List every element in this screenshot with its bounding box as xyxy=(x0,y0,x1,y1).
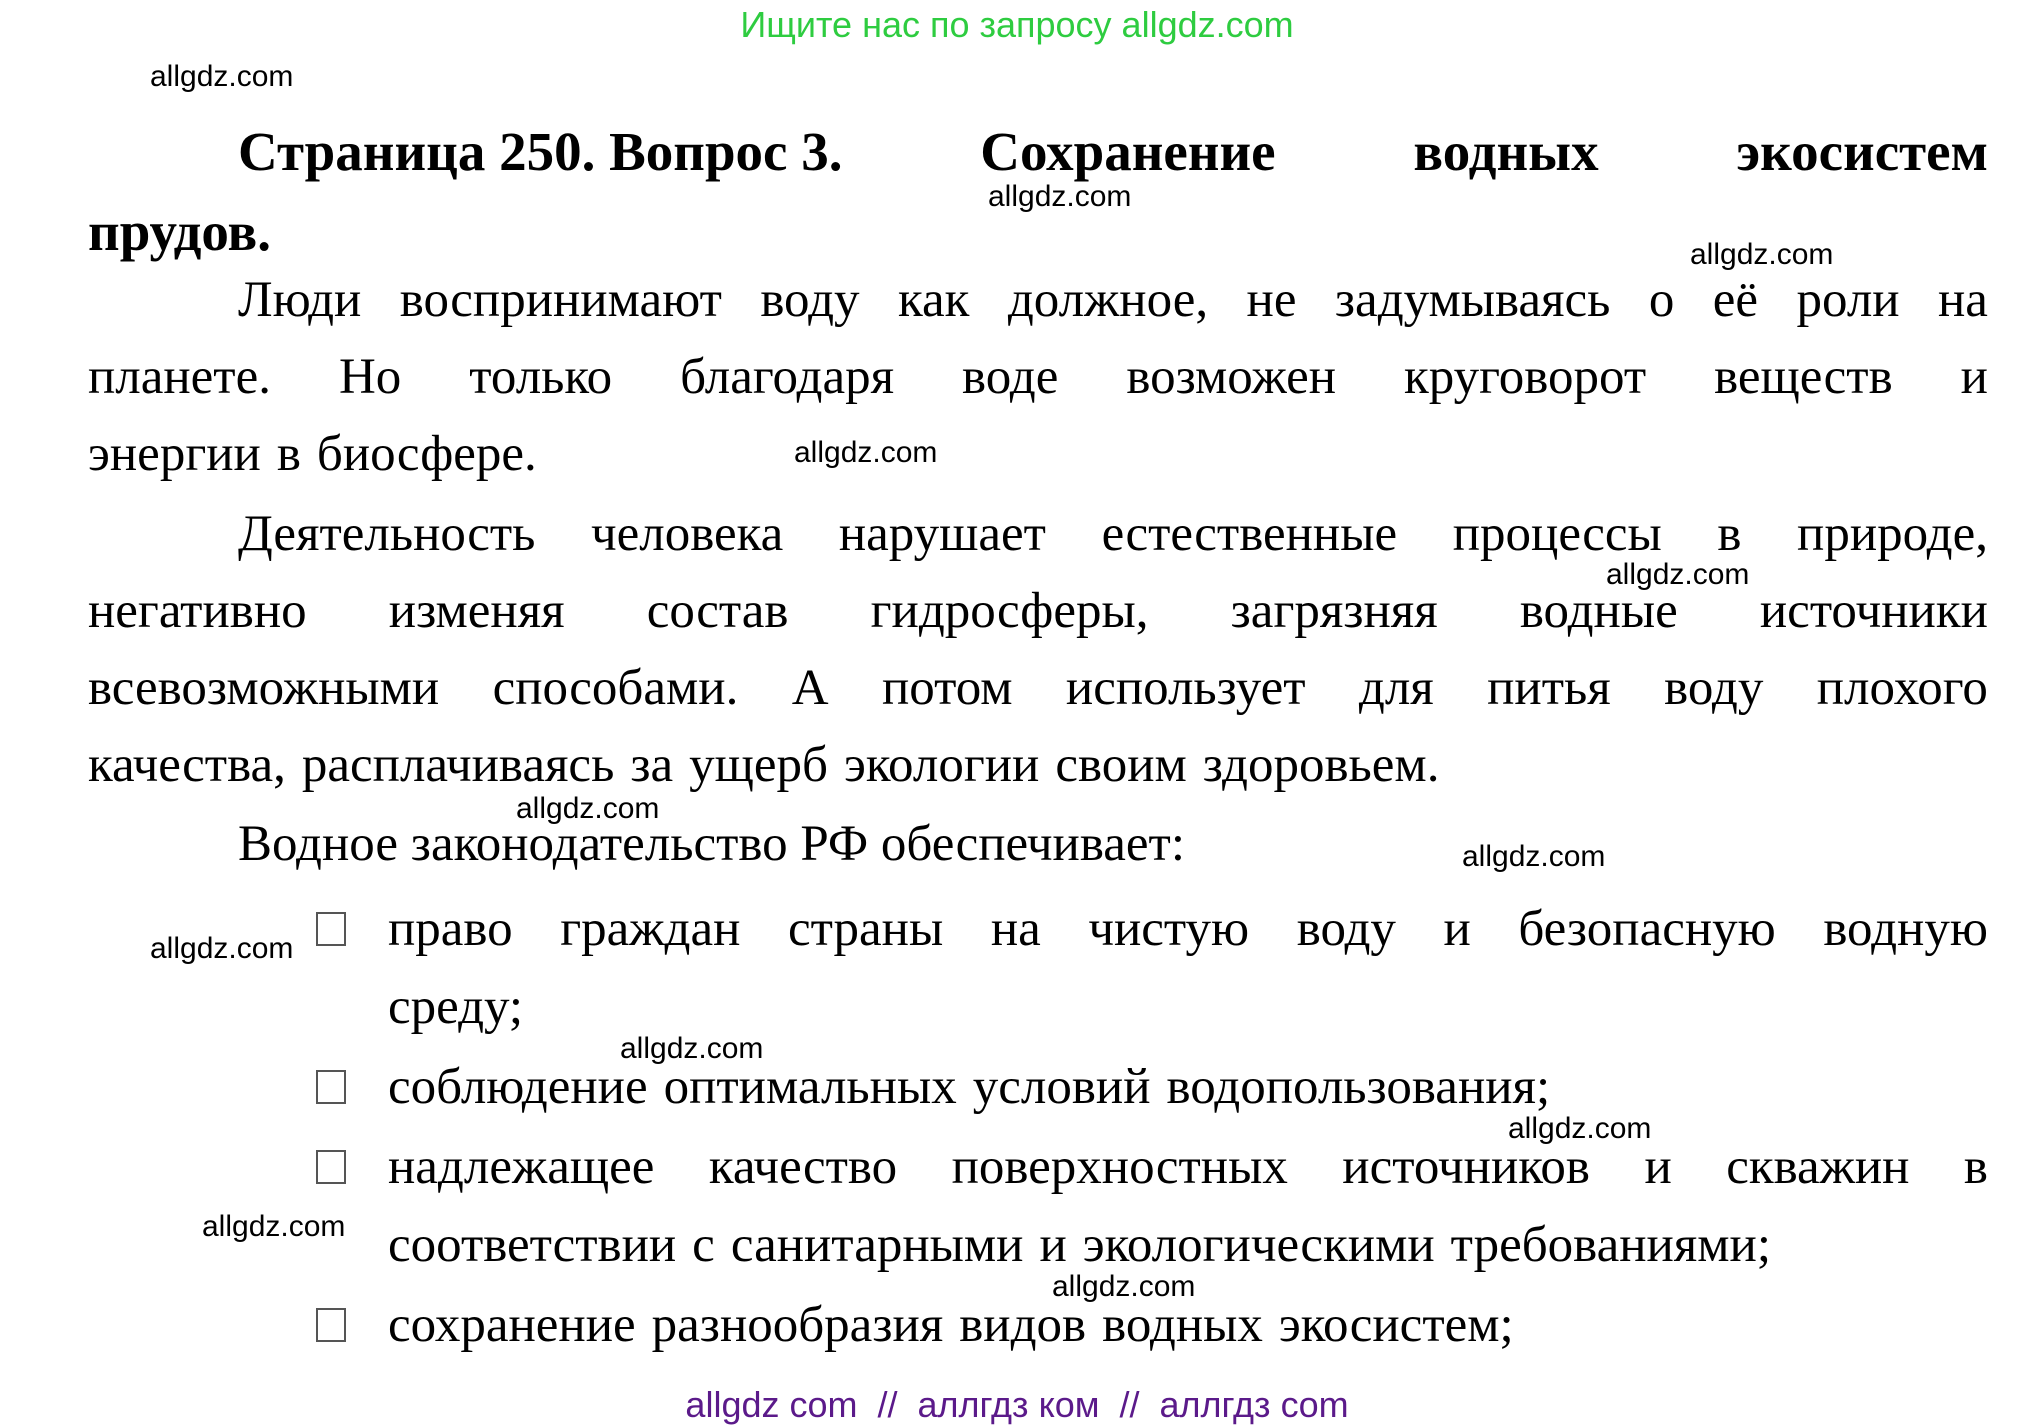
watermark: allgdz.com xyxy=(794,436,938,469)
heading-line-2: прудов. xyxy=(88,201,271,262)
word: способами. xyxy=(492,660,739,716)
text-line xyxy=(88,573,1988,650)
word: условий xyxy=(972,1059,1151,1115)
watermark: allgdz.com xyxy=(1508,1112,1652,1145)
word: граждан xyxy=(560,901,741,957)
word: возможен xyxy=(1126,349,1337,405)
heading-part: Страница 250. Вопрос 3. xyxy=(238,121,843,182)
word: Деятельность xyxy=(238,506,536,562)
text-line xyxy=(88,496,1988,573)
word: нарушает xyxy=(838,506,1046,562)
text-line xyxy=(88,416,1988,493)
word: загрязняя xyxy=(1230,583,1438,639)
watermark: allgdz.com xyxy=(1606,558,1750,591)
word: гидросферы, xyxy=(870,583,1149,639)
word: поверхностных xyxy=(951,1139,1288,1195)
text-line xyxy=(88,727,1988,804)
word: с xyxy=(692,1217,715,1273)
word: страны xyxy=(788,901,944,957)
top-banner: Ищите нас по запросу allgdz.com xyxy=(740,4,1294,45)
word: в xyxy=(1963,1139,1988,1195)
watermark: allgdz.com xyxy=(1052,1270,1196,1303)
word: право xyxy=(388,901,513,957)
word: энергии xyxy=(88,426,261,482)
checkbox-icon xyxy=(316,1308,346,1342)
word: её xyxy=(1712,272,1759,328)
text-line xyxy=(388,1048,1988,1126)
word: источников xyxy=(1342,1139,1591,1195)
word: А xyxy=(791,660,829,716)
word: за xyxy=(630,737,674,793)
word: только xyxy=(469,349,613,405)
heading-line-1 xyxy=(88,112,1988,192)
text-line xyxy=(388,1286,1988,1364)
word: водную xyxy=(1823,901,1988,957)
word: на xyxy=(990,901,1041,957)
word: круговорот xyxy=(1404,349,1647,405)
watermark: allgdz.com xyxy=(620,1032,764,1065)
word: воду xyxy=(760,272,860,328)
word: питья xyxy=(1487,660,1611,716)
word: природе, xyxy=(1797,506,1988,562)
watermark: allgdz.com xyxy=(1690,238,1834,271)
text-line xyxy=(388,968,1988,1046)
word: ущерб xyxy=(689,737,828,793)
word: соблюдение xyxy=(388,1059,648,1115)
watermark: allgdz.com xyxy=(202,1210,346,1243)
watermark: allgdz.com xyxy=(1462,840,1606,873)
word: использует xyxy=(1065,660,1306,716)
word: роли xyxy=(1796,272,1900,328)
word: должное, xyxy=(1007,272,1209,328)
word: источники xyxy=(1759,583,1988,639)
list-item-text xyxy=(388,1286,1988,1364)
word: в xyxy=(276,426,301,482)
word: качество xyxy=(708,1139,898,1195)
list-item-text xyxy=(388,890,1988,1046)
word: и xyxy=(1039,1217,1067,1273)
word: человека xyxy=(590,506,784,562)
watermark: allgdz.com xyxy=(150,60,294,93)
text-line xyxy=(88,262,1988,339)
word: для xyxy=(1358,660,1434,716)
watermark: allgdz.com xyxy=(516,792,660,825)
paragraph-3-text: Водное законодательство РФ обеспечивает: xyxy=(238,816,1185,872)
word: водных xyxy=(1102,1297,1263,1353)
word: водные xyxy=(1519,583,1678,639)
word: в xyxy=(1717,506,1742,562)
word: воду xyxy=(1296,901,1396,957)
word: экосистем; xyxy=(1278,1297,1514,1353)
word: соответствии xyxy=(388,1217,677,1273)
text-line xyxy=(388,890,1988,968)
word: воспринимают xyxy=(399,272,722,328)
word: среду; xyxy=(388,979,524,1035)
word: задумываясь xyxy=(1334,272,1611,328)
word: не xyxy=(1246,272,1297,328)
word: всевозможными xyxy=(88,660,440,716)
word: видов xyxy=(959,1297,1087,1353)
word: расплачиваясь xyxy=(301,737,615,793)
word: надлежащее xyxy=(388,1139,655,1195)
checkbox-icon xyxy=(316,1150,346,1184)
word: качества, xyxy=(88,737,286,793)
word: требованиями; xyxy=(1450,1217,1771,1273)
word: естественные xyxy=(1101,506,1398,562)
word: чистую xyxy=(1088,901,1250,957)
word: и xyxy=(1443,901,1471,957)
word: разнообразия xyxy=(651,1297,944,1353)
word: Но xyxy=(338,349,402,405)
paragraph-2 xyxy=(88,496,1988,804)
word: благодаря xyxy=(680,349,895,405)
word: водопользования; xyxy=(1166,1059,1551,1115)
heading-part: водных xyxy=(1413,121,1599,182)
word: изменяя xyxy=(388,583,565,639)
word: скважин xyxy=(1726,1139,1910,1195)
word: процессы xyxy=(1452,506,1662,562)
word: оптимальных xyxy=(663,1059,957,1115)
word: как xyxy=(897,272,970,328)
word: планете. xyxy=(88,349,271,405)
word: безопасную xyxy=(1518,901,1776,957)
word: воде xyxy=(962,349,1059,405)
word: негативно xyxy=(88,583,307,639)
heading-part: экосистем xyxy=(1736,121,1988,182)
word: Люди xyxy=(238,272,362,328)
word: плохого xyxy=(1816,660,1988,716)
word: санитарными xyxy=(730,1217,1024,1273)
word: о xyxy=(1648,272,1675,328)
word: биосфере. xyxy=(316,426,537,482)
word: своим xyxy=(1055,737,1187,793)
word: на xyxy=(1938,272,1988,328)
word: воду xyxy=(1664,660,1764,716)
text-line xyxy=(88,339,1988,416)
checkbox-icon xyxy=(316,912,346,946)
paragraph-3 xyxy=(88,806,1988,883)
text-line xyxy=(88,650,1988,727)
word: сохранение xyxy=(388,1297,636,1353)
list-item-text xyxy=(388,1128,1988,1284)
watermark: allgdz.com xyxy=(150,932,294,965)
page-heading xyxy=(88,112,1988,272)
footer-links: allgdz com // аллгдз ком // аллгдз com xyxy=(685,1384,1349,1425)
word: состав xyxy=(646,583,789,639)
word: экологическими xyxy=(1082,1217,1435,1273)
word: веществ xyxy=(1714,349,1893,405)
word: потом xyxy=(881,660,1013,716)
text-line xyxy=(388,1206,1988,1284)
text-line xyxy=(388,1128,1988,1206)
word: здоровьем. xyxy=(1202,737,1440,793)
list-item-text xyxy=(388,1048,1988,1126)
heading-part: Сохранение xyxy=(980,121,1276,182)
watermark: allgdz.com xyxy=(988,180,1132,213)
word: и xyxy=(1644,1139,1672,1195)
word: и xyxy=(1960,349,1988,405)
paragraph-1 xyxy=(88,262,1988,493)
checkbox-icon xyxy=(316,1070,346,1104)
word: экологии xyxy=(843,737,1040,793)
